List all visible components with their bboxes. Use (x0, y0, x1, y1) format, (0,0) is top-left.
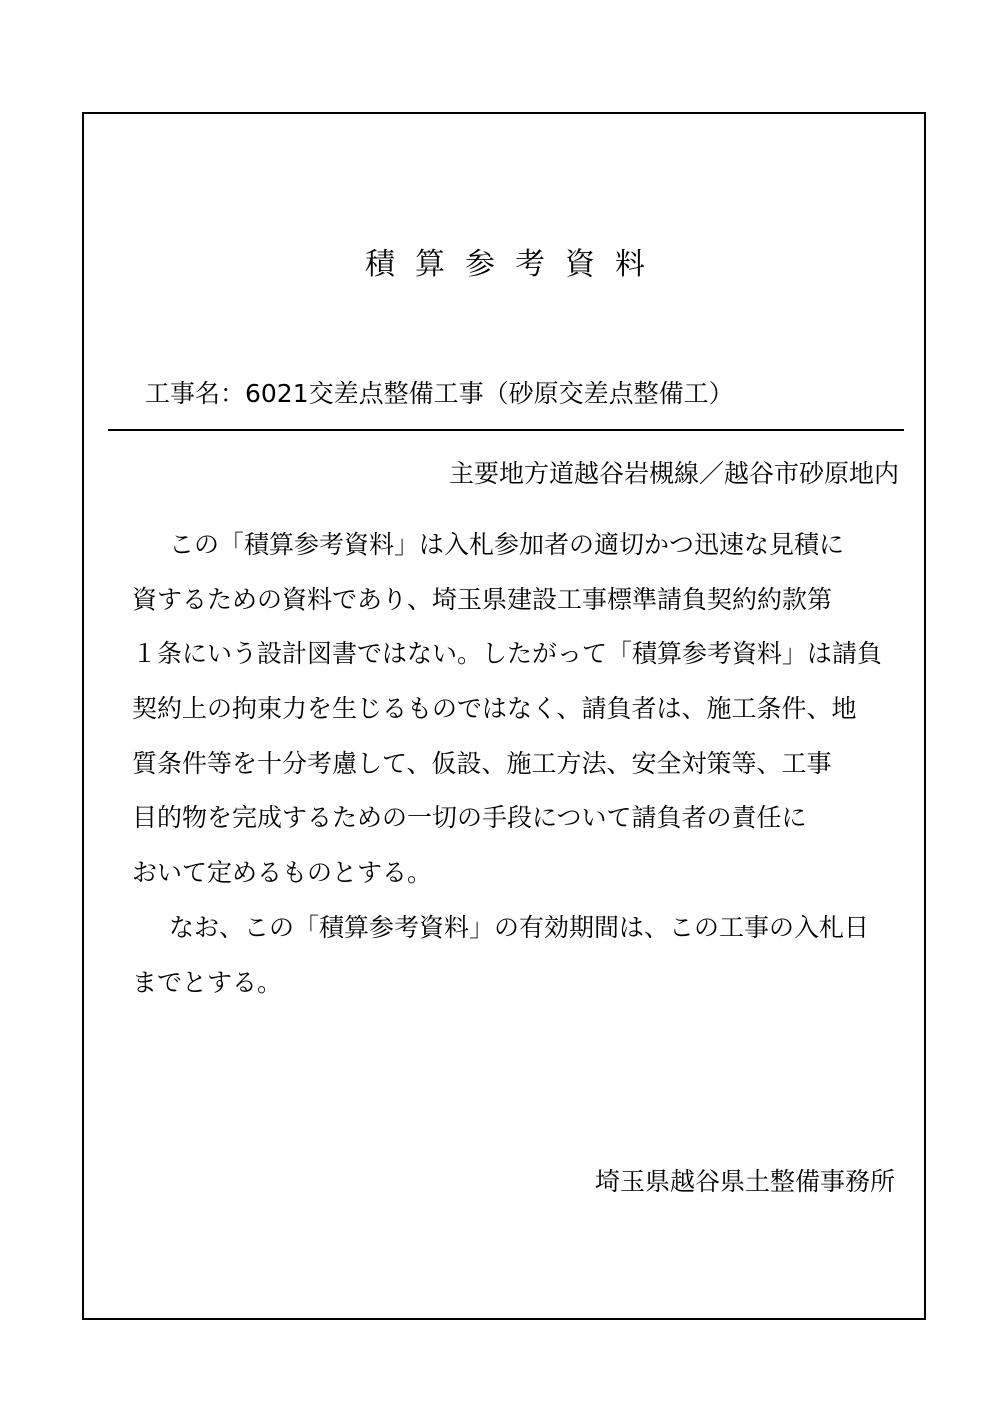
issuing-office: 埼玉県越谷県土整備事務所 (594, 1167, 895, 1196)
body-line: この「積算参考資料」は入札参加者の適切かつ迅速な見積に (169, 530, 845, 559)
notice-body (132, 518, 907, 1010)
body-line: までとする。 (132, 967, 283, 997)
body-line: なお、この「積算参考資料」の有効期間は、この工事の入札日 (169, 912, 870, 942)
project-name: 工事名：6021交差点整備工事（砂原交差点整備工） (145, 379, 734, 408)
body-line: 資するための資料であり、埼玉県建設工事標準請負契約約款第 (132, 584, 833, 614)
body-line: 契約上の拘束力を生じるものではなく、請負者は、施工条件、地 (132, 694, 857, 724)
body-line: 目的物を完成するための一切の手段について請負者の責任に (132, 803, 807, 833)
project-location: 主要地方道越谷岩槻線／越谷市砂原地内 (448, 459, 899, 488)
body-line: 質条件等を十分考慮して、仮設、施工方法、安全対策等、工事 (132, 748, 832, 778)
body-line: おいて定めるものとする。 (132, 858, 433, 888)
divider-line (108, 429, 904, 431)
document-title: 積算参考資料 (365, 247, 665, 282)
body-line: １条にいう設計図書ではない。したがって「積算参考資料」は請負 (132, 639, 883, 669)
